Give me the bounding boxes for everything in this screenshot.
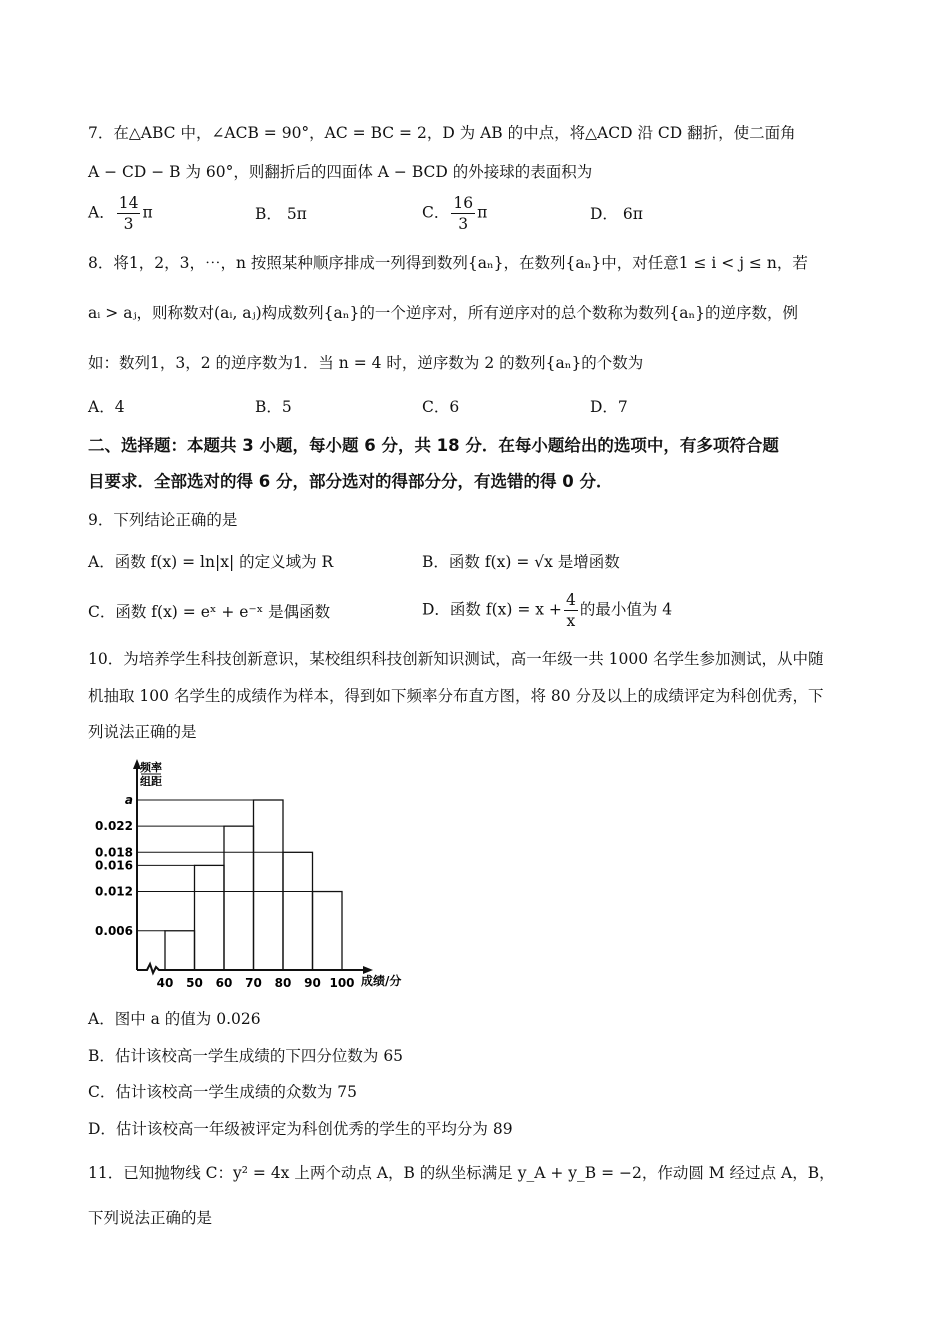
q10-option-c: C．估计该校高一学生成绩的众数为 75 [88,1083,358,1101]
q9-option-c: C．函数 f(x) = eˣ + e⁻ˣ 是偶函数 [88,603,331,621]
q7-option-a: A． $\frac{14}{3}$ π [88,194,153,233]
x-tick-label: 100 [329,976,355,990]
x-tick-label: 50 [186,976,203,990]
x-tick-label: 40 [156,976,174,990]
q9-option-a: A．函数 f(x) = ln|x| 的定义域为 R [88,553,334,571]
y-tick-label: 0.006 [95,923,133,938]
q8-stem-line1: 8．将1，2，3，⋯，n 按照某种顺序排成一列得到数列{aₙ}，在数列{aₙ}中，对任意1 ≤ i < j ≤ n，若 [88,254,808,272]
q8-option-a: A．4 [88,398,125,416]
y-tick-label: 0.016 [95,858,133,873]
ylabel-bottom: 组距 [140,775,162,788]
q7-option-c: C． $\frac{16}{3}$ π [422,194,488,233]
histogram-bar [254,800,284,970]
q8-stem-line2: aᵢ > aⱼ，则称数对(aᵢ, aⱼ)构成数列{aₙ}的一个逆序对，所有逆序对的总个数称为数列{aₙ}的逆序数，例 [88,304,799,322]
q10-option-d: D．估计该校高一年级被评定为科创优秀的学生的平均分为 89 [88,1120,513,1138]
x-axis-arrow [363,966,373,974]
q7-stem-line2: A − CD − B 为 60°，则翻折后的四面体 A − BCD 的外接球的表面积为 [88,163,593,181]
q11-stem-line2: 下列说法正确的是 [88,1209,213,1227]
histogram-bar [224,826,254,970]
q7-option-c-fraction: $\frac{16}{3}$ [453,194,474,233]
histogram-bar [283,852,313,970]
q9-option-b: B．函数 f(x) = √x 是增函数 [422,553,620,571]
x-axis [137,964,367,973]
section2-heading-line1: 二、选择题：本题共 3 小题，每小题 6 分，共 18 分．在每小题给出的选项中，有多项符合题 [88,436,779,455]
y-tick-label: 0.018 [95,845,133,860]
q10-option-b: B．估计该校高一学生成绩的下四分位数为 65 [88,1047,404,1065]
q8-option-b: B．5 [255,398,292,416]
q9-stem: 9．下列结论正确的是 [88,511,238,529]
q8-option-c: C．6 [422,398,460,416]
q10-stem-line2: 机抽取 100 名学生的成绩作为样本，得到如下频率分布直方图，将 80 分及以上的成绩评定为科创优秀，下 [88,687,824,705]
q10-stem-line1: 10．为培养学生科技创新意识，某校组织科技创新知识测试，高一年级一共 1000 名学生参加测试，从中随 [88,650,824,668]
q7-stem-line1: 7．在△ABC 中，∠ACB = 90°，AC = BC = 2，D 为 AB 的中点，将△ACD 沿 CD 翻折，使二面角 [88,124,796,142]
q7-option-b: B． 5π [255,205,307,223]
histogram-bar [165,931,195,970]
x-tick-label: 60 [215,976,233,990]
q10-stem-line3: 列说法正确的是 [88,723,197,741]
x-tick-label: 70 [245,976,262,990]
q10-option-a: A．图中 a 的值为 0.026 [88,1010,261,1028]
frequency-histogram [95,755,425,1000]
ylabel-top: 频率 [140,761,162,774]
y-tick-label: 0.012 [95,884,133,899]
xlabel: 成绩/分 [361,974,402,988]
q11-stem-line1: 11．已知抛物线 C：y² = 4x 上两个动点 A，B 的纵坐标满足 y_A + y_B = −2，作动圆 M 经过点 A，B， [88,1164,835,1182]
q8-option-d: D．7 [590,398,628,416]
q8-stem-line3: 如：数列1，3，2 的逆序数为1．当 n = 4 时，逆序数为 2 的数列{aₙ}的个数为 [88,354,644,372]
q7-option-a-fraction: $\frac{14}{3}$ [118,194,139,233]
x-tick-label: 80 [274,976,292,990]
histogram-bar [313,892,343,970]
q9-option-d-fraction: $\frac{4}{x}$ [565,591,576,630]
q9-option-d: D．函数 f(x) = x + $\frac{4}{x}$ 的最小值为 4 [422,591,673,630]
y-tick-label: a [124,793,133,807]
x-tick-label: 90 [304,976,321,990]
histogram-bar [195,865,225,970]
q7-option-d: D． 6π [590,205,643,223]
section2-heading-line2: 目要求．全部选对的得 6 分，部分选对的得部分分，有选错的得 0 分． [88,472,613,491]
y-tick-label: 0.022 [95,819,133,834]
